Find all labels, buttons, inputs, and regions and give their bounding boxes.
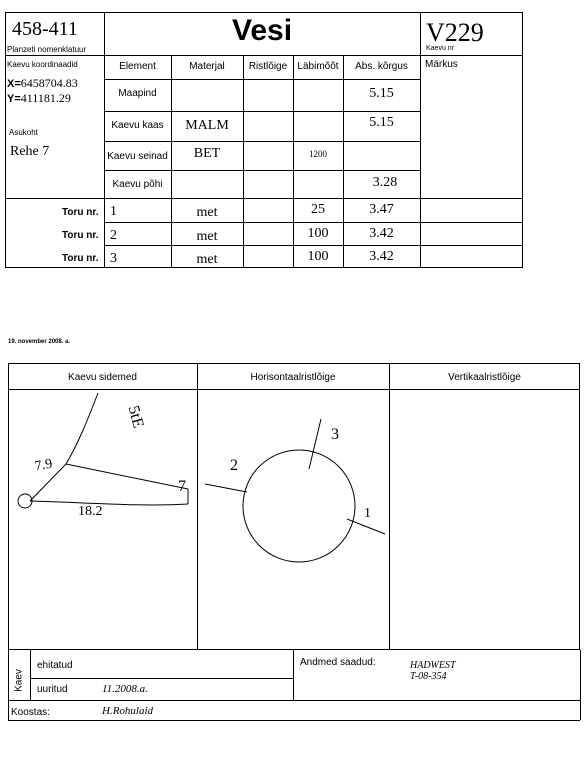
material-kaevu-seinad: BET	[193, 146, 221, 161]
remarks-label: Märkus	[425, 59, 458, 70]
pipe-label-3-sketch: 3	[331, 426, 339, 443]
pipe-2-nr: 2	[110, 228, 117, 243]
pipe-3-material: met	[196, 252, 218, 267]
compiled-by-label: Koostas:	[11, 707, 50, 718]
location-value: Rehe 7	[10, 144, 50, 159]
elevation-kaevu-kaas: 5.15	[369, 115, 394, 130]
sketch-dist-2: 18.2	[78, 504, 103, 519]
element-kaevu-kaas: Kaevu kaas	[111, 120, 164, 131]
document-date: 19. november 2008. a.	[8, 339, 71, 345]
elevation-kaevu-pohi: 3.28	[372, 175, 398, 190]
pipe-2-diameter: 100	[307, 226, 329, 241]
panel-title-sidemed: Kaevu sidemed	[68, 372, 137, 383]
diameter-kaevu-seinad: 1200	[309, 149, 327, 159]
panel-title-horisontaal: Horisontaalristlõige	[250, 372, 336, 383]
data-source-2: T-08-354	[410, 671, 447, 682]
x-coordinate: X=6458704.83	[7, 76, 78, 90]
sketch-dist-1: 7.9	[33, 456, 54, 475]
well-number-label: Kaevu nr	[426, 45, 455, 52]
pipe-label-3: Toru nr.	[62, 253, 99, 264]
data-source-1: HADWEST	[410, 660, 456, 671]
header-diameter: Läbimõõt	[297, 61, 339, 72]
pipe-label-2: Toru nr.	[62, 230, 99, 241]
y-coordinate: Y=411181.29	[7, 91, 71, 105]
header-cross-section: Ristlõige	[248, 61, 288, 72]
horizontal-section-sketch	[197, 389, 389, 650]
pipe-1-nr: 1	[110, 204, 117, 219]
pipe-1-elevation: 3.47	[369, 202, 394, 217]
sketch-label-7: 7	[178, 478, 186, 495]
pipe-2-elevation: 3.42	[369, 226, 394, 241]
header-material: Materjal	[189, 61, 225, 72]
pipe-label-1-sketch: 1	[364, 506, 371, 521]
page-title: Vesi	[231, 14, 293, 47]
element-kaevu-pohi: Kaevu põhi	[112, 179, 163, 190]
pipe-2-material: met	[196, 229, 218, 244]
data-source-label: Andmed saadud:	[300, 657, 376, 668]
pipe-label-2-sketch: 2	[230, 457, 238, 474]
sketch-label-ste: 5tE	[124, 403, 147, 430]
header-elevation: Abs. kõrgus	[355, 61, 408, 72]
pipe-3-elevation: 3.42	[369, 249, 394, 264]
pipe-label-1: Toru nr.	[62, 207, 99, 218]
material-kaevu-kaas: MALM	[185, 118, 229, 133]
surveyed-label: uuritud	[37, 684, 68, 695]
sidemed-sketch	[8, 389, 197, 650]
compiled-by-value: H.Rohulaid	[102, 705, 154, 717]
surveyed-date: 11.2008.a.	[102, 683, 148, 695]
location-label: Asukoht	[9, 128, 38, 137]
element-maapind: Maapind	[118, 88, 157, 99]
kaev-label: Kaev	[13, 669, 25, 692]
planzet-code: 458-411	[12, 18, 78, 40]
pipe-3-nr: 3	[110, 251, 117, 266]
pipe-1-diameter: 25	[311, 202, 325, 217]
coords-label: Kaevu koordinaadid	[7, 60, 78, 69]
element-kaevu-seinad: Kaevu seinad	[107, 151, 168, 162]
header-element: Element	[119, 61, 156, 72]
pipe-1-material: met	[196, 205, 218, 220]
planzet-label: Planzeti nomenklatuur	[7, 45, 87, 54]
built-label: ehitatud	[37, 660, 73, 671]
panel-title-vertikaal: Vertikaalristlõige	[448, 372, 521, 383]
well-number: V229	[426, 18, 484, 47]
elevation-maapind: 5.15	[369, 86, 394, 101]
pipe-3-diameter: 100	[307, 249, 329, 264]
